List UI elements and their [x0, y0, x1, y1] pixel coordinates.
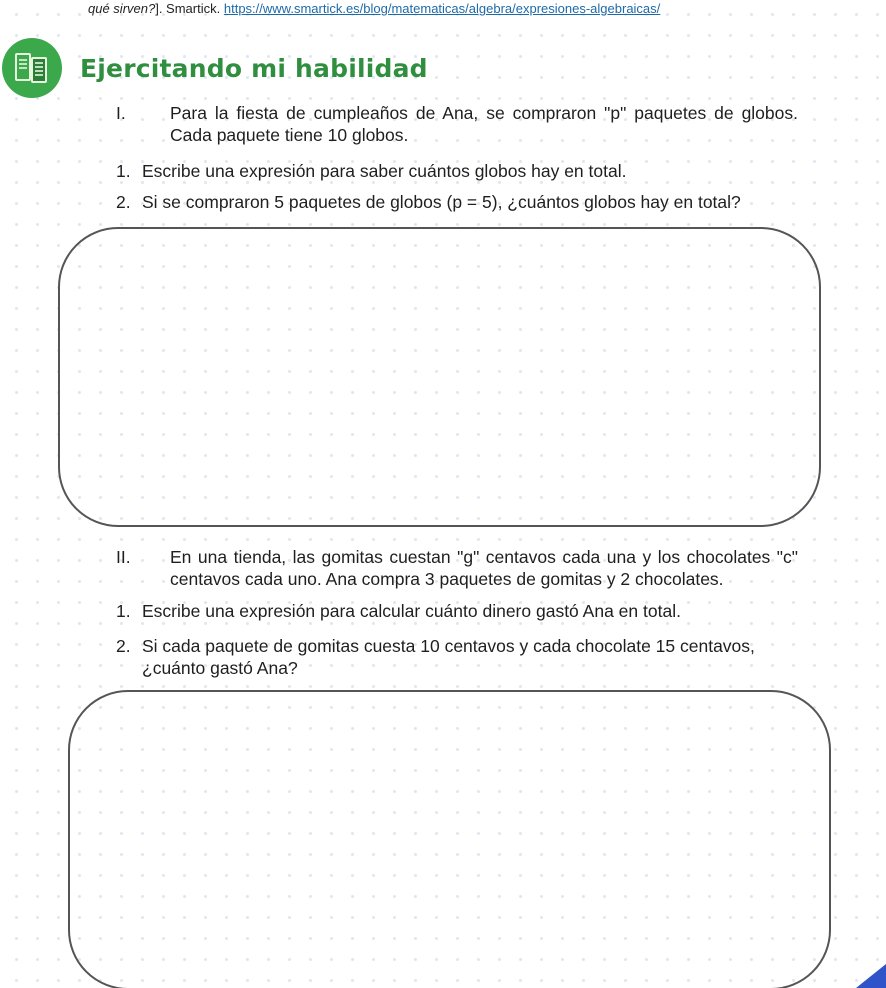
citation-link[interactable]: https://www.smartick.es/blog/matematicas/algebra/expresiones-algebraicas/ — [223, 1, 661, 16]
citation-source: ]. Smartick. — [155, 1, 221, 16]
answer-box-1[interactable] — [58, 227, 821, 527]
answer-box-2[interactable] — [68, 690, 831, 988]
question-text: Si cada paquete de gomitas cuesta 10 centavos y cada chocolate 15 centavos, ¿cuánto gastó Ana? — [142, 636, 755, 678]
problem-1 — [116, 102, 798, 146]
question-2-2 — [116, 635, 806, 679]
question-number: 1. — [116, 161, 131, 181]
question-2-1 — [116, 600, 816, 622]
question-number: 1. — [116, 601, 131, 621]
question-text: Si se compraron 5 paquetes de globos (p = 5), ¿cuántos globos hay en total? — [142, 192, 741, 212]
question-text: Escribe una expresión para saber cuántos globos hay en total. — [142, 161, 627, 181]
section-title: Ejercitando mi habilidad — [80, 53, 428, 83]
question-number: 2. — [116, 636, 131, 656]
question-text: Escribe una expresión para calcular cuánto dinero gastó Ana en total. — [142, 601, 681, 621]
citation-title-tail: qué sirven? — [88, 1, 156, 16]
worksheet-icon — [2, 38, 62, 98]
question-1-2 — [116, 191, 816, 213]
problem-statement: Para la fiesta de cumpleaños de Ana, se compraron "p" paquetes de globos. Cada paquete tiene 10 globos. — [170, 103, 798, 145]
problem-numeral: I. — [116, 103, 126, 123]
question-number: 2. — [116, 192, 131, 212]
problem-statement: En una tienda, las gomitas cuestan "g" centavos cada una y los chocolates "c" centavos cada uno. Ana compra 3 paquetes de gomitas y 2 chocolates. — [170, 547, 798, 589]
problem-numeral: II. — [116, 547, 131, 567]
corner-decoration — [856, 964, 886, 988]
problem-2 — [116, 546, 798, 590]
section-heading — [0, 38, 428, 98]
citation-line — [88, 1, 660, 16]
question-1-1 — [116, 160, 816, 182]
